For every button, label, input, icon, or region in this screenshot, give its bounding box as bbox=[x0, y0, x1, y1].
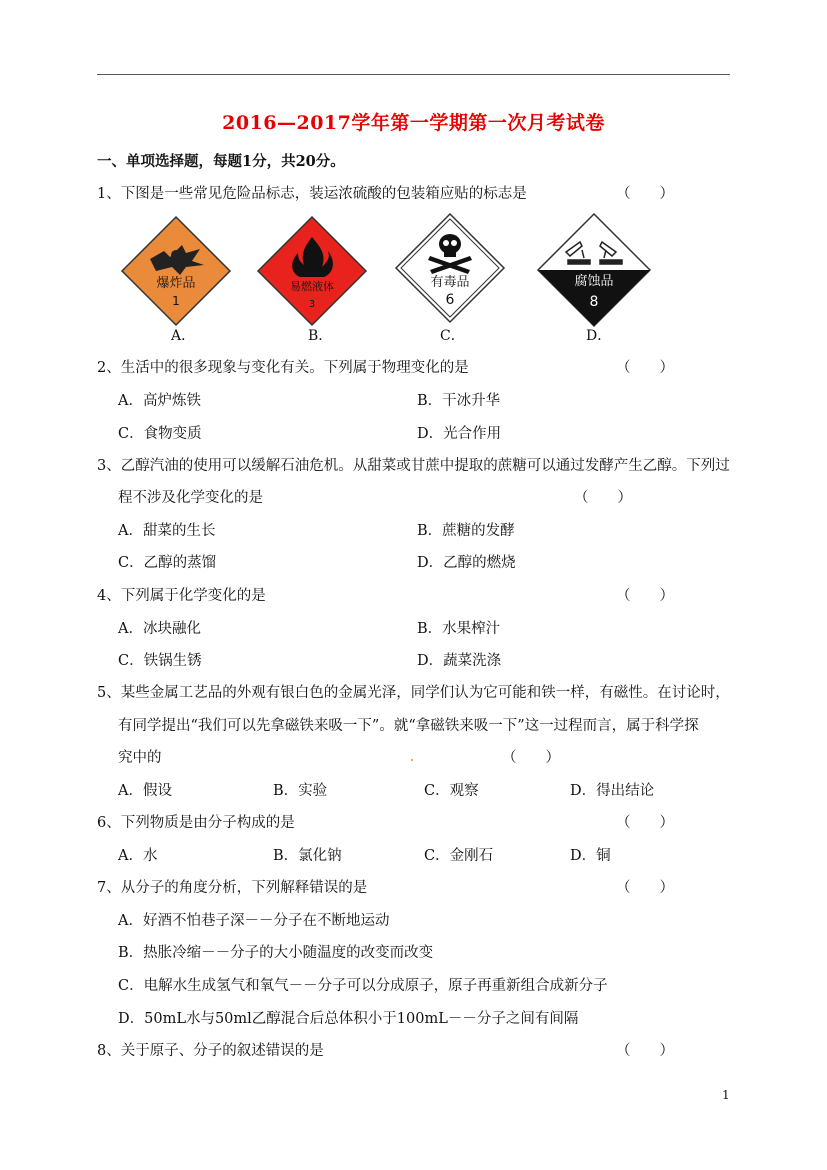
explosive-sign-icon bbox=[120, 215, 232, 327]
question-5-line3: 究中的 bbox=[118, 750, 162, 766]
q3-option-b: B．蔗糖的发酵 bbox=[417, 523, 515, 539]
question-1-text: 1、下图是一些常见危险品标志，装运浓硫酸的包装箱应贴的标志是 bbox=[97, 186, 527, 202]
toxic-sign-number: 6 bbox=[445, 292, 455, 308]
question-4-blank: （ ） bbox=[616, 588, 674, 604]
question-8-blank: （ ） bbox=[616, 1043, 674, 1059]
question-3-line2: 程不涉及化学变化的是 bbox=[118, 490, 263, 506]
q5-option-d: D．得出结论 bbox=[570, 783, 655, 799]
question-8-text: 8、关于原子、分子的叙述错误的是 bbox=[97, 1043, 324, 1059]
question-3-line1: 3、乙醇汽油的使用可以缓解石油危机。从甜菜或甘蔗中提取的蔗糖可以通过发酵产生乙醇。下列过 bbox=[97, 458, 730, 474]
q4-option-c: C．铁锅生锈 bbox=[118, 653, 202, 669]
flammable-sign-text: 易燃液体 bbox=[290, 280, 334, 293]
q7-option-b: B．热胀冷缩－－分子的大小随温度的改变而改变 bbox=[118, 945, 434, 961]
q2-option-a: A．高炉炼铁 bbox=[118, 393, 201, 409]
question-7-text: 7、从分子的角度分析，下列解释错误的是 bbox=[97, 880, 368, 896]
page-title: 2016—2017学年第一学期第一次月考试卷 bbox=[222, 112, 605, 134]
q2-option-b: B．干冰升华 bbox=[417, 393, 501, 409]
question-5-line1: 5、某些金属工艺品的外观有银白色的金属光泽，同学们认为它可能和铁一样，有磁性。在讨论时， bbox=[97, 685, 730, 701]
corrosive-sign-number: 8 bbox=[589, 294, 599, 310]
sign-label-a: A． bbox=[171, 328, 196, 344]
q3-option-c: C．乙醇的蒸馏 bbox=[118, 555, 217, 571]
q5-option-c: C．观察 bbox=[424, 783, 479, 799]
corrosive-sign-icon bbox=[536, 212, 652, 328]
toxic-sign-text: 有毒品 bbox=[430, 275, 470, 290]
q7-option-a: A．好酒不怕巷子深－－分子在不断地运动 bbox=[118, 913, 390, 929]
question-5-line2: 有同学提出“我们可以先拿磁铁来吸一下”。就“拿磁铁来吸一下”这一过程而言，属于科学探 bbox=[118, 718, 699, 734]
explosive-sign-text: 爆炸品 bbox=[156, 276, 196, 291]
q4-option-a: A．冰块融化 bbox=[118, 621, 201, 637]
question-3-blank: （ ） bbox=[574, 490, 632, 506]
q7-option-d: D．50mL水与50ml乙醇混合后总体积小于100mL－－分子之间有间隔 bbox=[118, 1011, 579, 1027]
stray-dot bbox=[411, 759, 413, 761]
q6-option-c: C．金刚石 bbox=[424, 848, 494, 864]
question-6-text: 6、下列物质是由分子构成的是 bbox=[97, 815, 295, 831]
q6-option-d: D．铜 bbox=[570, 848, 611, 864]
q2-option-c: C．食物变质 bbox=[118, 426, 202, 442]
sign-label-c: C． bbox=[440, 328, 465, 344]
q2-option-d: D．光合作用 bbox=[417, 426, 502, 442]
page-number: 1 bbox=[722, 1088, 730, 1102]
q3-option-d: D．乙醇的燃烧 bbox=[417, 555, 516, 571]
question-7-blank: （ ） bbox=[616, 880, 674, 896]
question-4-text: 4、下列属于化学变化的是 bbox=[97, 588, 266, 604]
q6-option-b: B．氯化钠 bbox=[273, 848, 342, 864]
sign-label-b: B． bbox=[308, 328, 333, 344]
header-rule bbox=[97, 74, 730, 75]
q7-option-c: C．电解水生成氢气和氧气－－分子可以分成原子，原子再重新组合成新分子 bbox=[118, 978, 608, 994]
question-1-blank: （ ） bbox=[616, 186, 674, 202]
q3-option-a: A．甜菜的生长 bbox=[118, 523, 216, 539]
corrosive-sign-text: 腐蚀品 bbox=[574, 274, 614, 289]
q4-option-b: B．水果榨汁 bbox=[417, 621, 501, 637]
q4-option-d: D．蔬菜洗涤 bbox=[417, 653, 502, 669]
sign-label-d: D． bbox=[586, 328, 612, 344]
toxic-sign-icon bbox=[394, 212, 506, 324]
q5-option-a: A．假设 bbox=[118, 783, 172, 799]
question-5-blank: （ ） bbox=[502, 750, 560, 766]
question-6-blank: （ ） bbox=[616, 815, 674, 831]
q5-option-b: B．实验 bbox=[273, 783, 328, 799]
question-2-blank: （ ） bbox=[616, 360, 674, 376]
section-heading: 一、单项选择题，每题1分，共20分。 bbox=[97, 153, 345, 170]
explosive-sign-number: 1 bbox=[172, 294, 180, 308]
question-2-text: 2、生活中的很多现象与变化有关。下列属于物理变化的是 bbox=[97, 360, 469, 376]
q6-option-a: A．水 bbox=[118, 848, 158, 864]
flammable-sign-number: 3 bbox=[308, 299, 316, 310]
flammable-sign-icon bbox=[256, 215, 368, 327]
